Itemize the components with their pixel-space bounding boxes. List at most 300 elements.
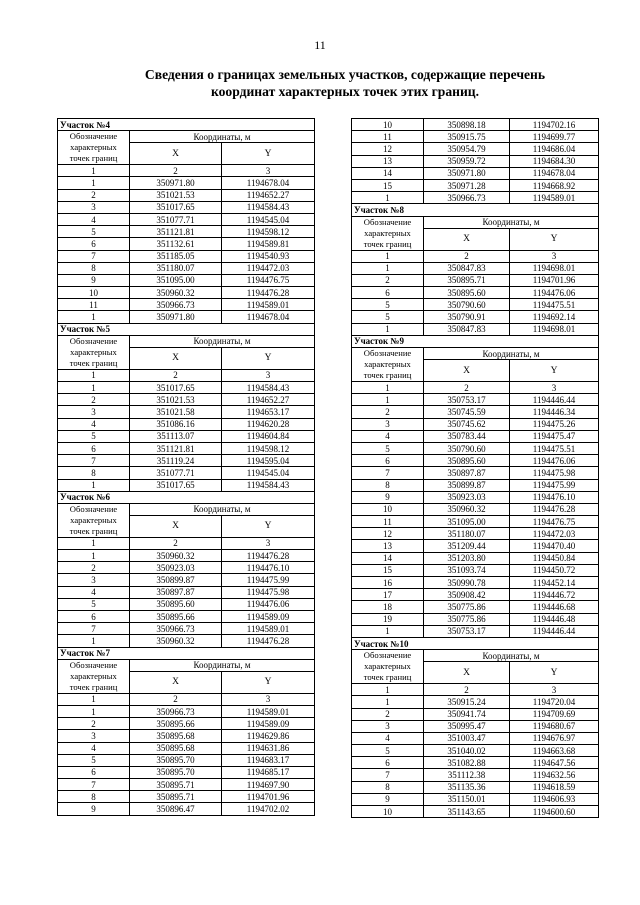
table-row	[352, 323, 599, 335]
x-coordinate: 350895.71	[130, 791, 222, 803]
y-coordinate: 1194450.84	[510, 552, 599, 564]
point-id: 13	[352, 540, 424, 552]
x-coordinate: 350790.91	[424, 311, 510, 323]
point-id: 5	[352, 311, 424, 323]
coordinates-table-right	[351, 118, 599, 818]
point-id: 6	[352, 757, 424, 769]
point-id: 2	[58, 189, 130, 201]
x-coordinate: 350895.71	[130, 779, 222, 791]
table-row	[352, 192, 599, 204]
y-coordinate: 1194698.01	[510, 262, 599, 274]
point-id: 8	[58, 262, 130, 274]
x-coordinate: 350954.79	[424, 143, 510, 155]
table-row	[58, 262, 315, 274]
y-coordinate: 1194652.27	[222, 189, 315, 201]
y-coordinate: 1194699.77	[510, 131, 599, 143]
x-coordinate: 350897.87	[424, 467, 510, 479]
table-row	[58, 550, 315, 562]
header-y: Y	[510, 228, 599, 250]
x-coordinate: 350915.24	[424, 696, 510, 708]
y-coordinate: 1194702.02	[222, 803, 315, 815]
y-coordinate: 1194446.44	[510, 394, 599, 406]
table-row	[352, 406, 599, 418]
y-coordinate: 1194475.98	[222, 586, 315, 598]
y-coordinate: 1194475.26	[510, 418, 599, 430]
x-coordinate: 350908.42	[424, 589, 510, 601]
point-id: 5	[58, 598, 130, 610]
point-id: 1	[58, 635, 130, 647]
point-id: 5	[352, 299, 424, 311]
header-row	[58, 335, 315, 347]
header-designation	[58, 335, 130, 369]
y-coordinate: 1194685.17	[222, 766, 315, 778]
table-row	[58, 226, 315, 238]
x-coordinate: 350783.44	[424, 430, 510, 442]
table-row	[58, 238, 315, 250]
y-coordinate: 1194584.43	[222, 382, 315, 394]
point-id: 7	[352, 769, 424, 781]
table-row	[352, 418, 599, 430]
header-designation-line: точек границ	[69, 525, 118, 536]
left-column	[57, 118, 314, 816]
point-id: 1	[58, 382, 130, 394]
table-row	[352, 274, 599, 286]
table-row	[58, 586, 315, 598]
y-coordinate: 1194620.28	[222, 418, 315, 430]
point-id: 1	[352, 696, 424, 708]
x-coordinate: 350990.78	[424, 577, 510, 589]
header-designation	[58, 131, 130, 165]
section-title-row	[58, 647, 315, 659]
column-number: 1	[58, 165, 130, 177]
point-id: 12	[352, 143, 424, 155]
table-row	[352, 732, 599, 744]
column-number: 3	[510, 250, 599, 262]
point-id: 11	[352, 516, 424, 528]
table-row	[58, 177, 315, 189]
y-coordinate: 1194476.75	[510, 516, 599, 528]
table-row	[58, 623, 315, 635]
table-row	[352, 430, 599, 442]
point-id: 10	[352, 503, 424, 515]
section-title-row	[58, 491, 315, 503]
column-number: 3	[222, 693, 315, 705]
point-id: 1	[58, 177, 130, 189]
point-id: 10	[352, 806, 424, 818]
x-coordinate: 350775.86	[424, 613, 510, 625]
x-coordinate: 350895.68	[130, 742, 222, 754]
table-row	[352, 491, 599, 503]
y-coordinate: 1194589.01	[222, 299, 315, 311]
point-id: 3	[58, 730, 130, 742]
table-row	[352, 720, 599, 732]
header-row	[352, 348, 599, 360]
table-row	[352, 467, 599, 479]
header-designation-line: Обозначение	[69, 131, 118, 142]
table-row	[58, 574, 315, 586]
x-coordinate: 350895.70	[130, 754, 222, 766]
point-id: 4	[58, 586, 130, 598]
y-coordinate: 1194701.96	[510, 274, 599, 286]
table-row	[352, 745, 599, 757]
header-y: Y	[510, 360, 599, 382]
header-coordinates: Координаты, м	[130, 335, 315, 347]
x-coordinate: 351077.71	[130, 213, 222, 225]
y-coordinate: 1194680.67	[510, 720, 599, 732]
header-x: X	[130, 516, 222, 538]
header-designation-line: характерных	[364, 359, 411, 369]
x-coordinate: 350915.75	[424, 131, 510, 143]
y-coordinate: 1194476.75	[222, 274, 315, 286]
point-id: 6	[352, 287, 424, 299]
column-number: 2	[424, 250, 510, 262]
y-coordinate: 1194683.17	[222, 754, 315, 766]
numbering-row	[58, 693, 315, 705]
y-coordinate: 1194452.14	[510, 577, 599, 589]
y-coordinate: 1194631.86	[222, 742, 315, 754]
table-row	[352, 155, 599, 167]
y-coordinate: 1194589.81	[222, 238, 315, 250]
x-coordinate: 350745.62	[424, 418, 510, 430]
y-coordinate: 1194698.01	[510, 323, 599, 335]
x-coordinate: 351040.02	[424, 745, 510, 757]
table-row	[352, 757, 599, 769]
numbering-row	[352, 382, 599, 394]
table-row	[352, 577, 599, 589]
table-row	[352, 781, 599, 793]
table-row	[58, 287, 315, 299]
column-number: 1	[352, 382, 424, 394]
point-id: 5	[58, 754, 130, 766]
header-designation-line: точек границ	[363, 238, 412, 249]
header-coordinates: Координаты, м	[424, 650, 599, 662]
page-number: 11	[314, 38, 326, 52]
point-id: 9	[352, 793, 424, 805]
table-row	[58, 611, 315, 623]
table-row	[352, 442, 599, 454]
table-row	[58, 189, 315, 201]
column-number: 3	[222, 369, 315, 381]
x-coordinate: 351021.53	[130, 394, 222, 406]
y-coordinate: 1194678.04	[510, 167, 599, 179]
header-designation-line: характерных	[70, 346, 117, 357]
point-id: 12	[352, 528, 424, 540]
point-id: 4	[352, 430, 424, 442]
y-coordinate: 1194686.04	[510, 143, 599, 155]
table-row	[58, 635, 315, 647]
y-coordinate: 1194604.84	[222, 430, 315, 442]
column-number: 3	[222, 165, 315, 177]
x-coordinate: 351095.00	[424, 516, 510, 528]
point-id: 7	[352, 467, 424, 479]
x-coordinate: 351017.65	[130, 479, 222, 491]
header-y: Y	[222, 143, 315, 165]
header-designation-line: точек границ	[363, 672, 412, 683]
header-y: Y	[222, 516, 315, 538]
point-id: 4	[58, 742, 130, 754]
x-coordinate: 350895.60	[130, 598, 222, 610]
numbering-row	[58, 165, 315, 177]
x-coordinate: 351203.80	[424, 552, 510, 564]
point-id: 17	[352, 589, 424, 601]
numbering-row	[58, 369, 315, 381]
x-coordinate: 350790.60	[424, 442, 510, 454]
table-row	[352, 455, 599, 467]
y-coordinate: 1194475.99	[222, 574, 315, 586]
y-coordinate: 1194476.10	[510, 491, 599, 503]
point-id: 2	[58, 394, 130, 406]
table-row	[352, 793, 599, 805]
y-coordinate: 1194545.04	[222, 213, 315, 225]
y-coordinate: 1194684.30	[510, 155, 599, 167]
table-row	[352, 262, 599, 274]
point-id: 19	[352, 613, 424, 625]
point-id: 3	[352, 418, 424, 430]
header-designation	[58, 659, 130, 693]
x-coordinate: 351082.88	[424, 757, 510, 769]
header-designation	[352, 216, 424, 250]
y-coordinate: 1194676.97	[510, 732, 599, 744]
x-coordinate: 350966.73	[424, 192, 510, 204]
point-id: 9	[58, 274, 130, 286]
y-coordinate: 1194470.40	[510, 540, 599, 552]
x-coordinate: 350899.87	[424, 479, 510, 491]
table-row	[352, 179, 599, 191]
x-coordinate: 350847.83	[424, 323, 510, 335]
y-coordinate: 1194618.59	[510, 781, 599, 793]
y-coordinate: 1194595.04	[222, 455, 315, 467]
table-row	[352, 394, 599, 406]
x-coordinate: 350775.86	[424, 601, 510, 613]
header-designation-line: точек границ	[69, 357, 118, 368]
table-row	[352, 589, 599, 601]
point-id: 9	[352, 491, 424, 503]
table-row	[352, 143, 599, 155]
x-coordinate: 350966.73	[130, 623, 222, 635]
header-row	[58, 131, 315, 143]
y-coordinate: 1194476.28	[222, 287, 315, 299]
point-id: 6	[58, 238, 130, 250]
y-coordinate: 1194472.03	[510, 528, 599, 540]
x-coordinate: 351119.24	[130, 455, 222, 467]
table-row	[58, 394, 315, 406]
point-id: 7	[58, 623, 130, 635]
y-coordinate: 1194652.27	[222, 394, 315, 406]
y-coordinate: 1194668.92	[510, 179, 599, 191]
x-coordinate: 351209.44	[424, 540, 510, 552]
table-row	[58, 562, 315, 574]
point-id: 15	[352, 179, 424, 191]
x-coordinate: 351185.05	[130, 250, 222, 262]
table-row	[352, 167, 599, 179]
header-coordinates: Координаты, м	[130, 503, 315, 515]
point-id: 1	[352, 625, 424, 637]
y-coordinate: 1194589.09	[222, 718, 315, 730]
table-row	[58, 382, 315, 394]
header-designation-line: Обозначение	[69, 503, 118, 514]
x-coordinate: 351095.00	[130, 274, 222, 286]
x-coordinate: 350971.80	[130, 177, 222, 189]
numbering-row	[58, 537, 315, 549]
header-coordinates: Координаты, м	[424, 348, 599, 360]
header-designation-line: Обозначение	[363, 650, 412, 661]
table-row	[58, 742, 315, 754]
header-row	[58, 659, 315, 671]
right-column	[351, 118, 598, 818]
y-coordinate: 1194653.17	[222, 406, 315, 418]
y-coordinate: 1194600.60	[510, 806, 599, 818]
table-row	[58, 455, 315, 467]
y-coordinate: 1194475.99	[510, 479, 599, 491]
header-designation-line: Обозначение	[69, 659, 118, 670]
section-title: Участок №8	[352, 204, 599, 216]
header-x: X	[424, 228, 510, 250]
table-row	[58, 779, 315, 791]
point-id: 1	[58, 479, 130, 491]
y-coordinate: 1194446.34	[510, 406, 599, 418]
x-coordinate: 350959.72	[424, 155, 510, 167]
x-coordinate: 350895.60	[424, 455, 510, 467]
column-number: 3	[510, 684, 599, 696]
x-coordinate: 350971.80	[424, 167, 510, 179]
x-coordinate: 350895.70	[130, 766, 222, 778]
header-x: X	[424, 662, 510, 684]
table-row	[58, 299, 315, 311]
table-row	[58, 766, 315, 778]
x-coordinate: 350745.59	[424, 406, 510, 418]
x-coordinate: 350971.80	[130, 311, 222, 323]
y-coordinate: 1194697.90	[222, 779, 315, 791]
x-coordinate: 351093.74	[424, 564, 510, 576]
header-x: X	[130, 671, 222, 693]
point-id: 4	[58, 418, 130, 430]
y-coordinate: 1194475.98	[510, 467, 599, 479]
column-number: 2	[424, 382, 510, 394]
table-row	[352, 625, 599, 637]
y-coordinate: 1194540.93	[222, 250, 315, 262]
column-number: 1	[352, 684, 424, 696]
x-coordinate: 350895.60	[424, 287, 510, 299]
x-coordinate: 351121.81	[130, 442, 222, 454]
point-id: 1	[352, 394, 424, 406]
table-row	[58, 598, 315, 610]
point-id: 11	[58, 299, 130, 311]
y-coordinate: 1194584.43	[222, 201, 315, 213]
table-row	[58, 442, 315, 454]
table-row	[352, 479, 599, 491]
point-id: 3	[58, 574, 130, 586]
section-title: Участок №4	[58, 119, 315, 131]
point-id: 6	[58, 611, 130, 623]
header-designation	[352, 650, 424, 684]
table-row	[58, 730, 315, 742]
x-coordinate: 351121.81	[130, 226, 222, 238]
x-coordinate: 351077.71	[130, 467, 222, 479]
point-id: 1	[58, 311, 130, 323]
point-id: 7	[58, 779, 130, 791]
point-id: 3	[58, 201, 130, 213]
point-id: 5	[58, 226, 130, 238]
x-coordinate: 350995.47	[424, 720, 510, 732]
y-coordinate: 1194475.51	[510, 299, 599, 311]
x-coordinate: 351150.01	[424, 793, 510, 805]
x-coordinate: 351135.36	[424, 781, 510, 793]
table-row	[352, 516, 599, 528]
x-coordinate: 351143.65	[424, 806, 510, 818]
table-row	[58, 803, 315, 815]
y-coordinate: 1194476.28	[510, 503, 599, 515]
table-row	[58, 754, 315, 766]
y-coordinate: 1194472.03	[222, 262, 315, 274]
point-id: 1	[352, 262, 424, 274]
header-designation-line: Обозначение	[69, 335, 118, 346]
table-row	[58, 791, 315, 803]
x-coordinate: 351017.65	[130, 201, 222, 213]
y-coordinate: 1194476.06	[510, 455, 599, 467]
title-line-1: Сведения о границах земельных участков, содержащие перечень	[144, 67, 546, 82]
point-id: 8	[352, 479, 424, 491]
x-coordinate: 350971.28	[424, 179, 510, 191]
x-coordinate: 350960.32	[424, 503, 510, 515]
point-id: 1	[58, 550, 130, 562]
point-id: 4	[352, 732, 424, 744]
table-row	[352, 528, 599, 540]
x-coordinate: 351086.16	[130, 418, 222, 430]
point-id: 2	[352, 406, 424, 418]
table-row	[352, 769, 599, 781]
y-coordinate: 1194476.06	[510, 287, 599, 299]
header-y: Y	[222, 671, 315, 693]
x-coordinate: 350895.66	[130, 611, 222, 623]
x-coordinate: 350923.03	[424, 491, 510, 503]
point-id: 6	[58, 442, 130, 454]
x-coordinate: 350923.03	[130, 562, 222, 574]
x-coordinate: 351021.53	[130, 189, 222, 201]
point-id: 7	[58, 455, 130, 467]
column-number: 1	[352, 250, 424, 262]
point-id: 15	[352, 564, 424, 576]
x-coordinate: 350899.87	[130, 574, 222, 586]
table-row	[352, 287, 599, 299]
header-coordinates: Координаты, м	[130, 659, 315, 671]
point-id: 2	[352, 274, 424, 286]
point-id: 18	[352, 601, 424, 613]
x-coordinate: 350790.60	[424, 299, 510, 311]
y-coordinate: 1194446.72	[510, 589, 599, 601]
y-coordinate: 1194545.04	[222, 467, 315, 479]
table-row	[58, 705, 315, 717]
point-id: 5	[58, 430, 130, 442]
header-designation-line: характерных	[70, 514, 117, 525]
point-id: 8	[352, 781, 424, 793]
column-number: 2	[130, 537, 222, 549]
y-coordinate: 1194598.12	[222, 442, 315, 454]
y-coordinate: 1194692.14	[510, 311, 599, 323]
y-coordinate: 1194632.56	[510, 769, 599, 781]
y-coordinate: 1194475.51	[510, 442, 599, 454]
point-id: 11	[352, 131, 424, 143]
y-coordinate: 1194663.68	[510, 745, 599, 757]
page-title	[110, 66, 580, 100]
point-id: 6	[352, 455, 424, 467]
header-designation-line: характерных	[364, 227, 411, 238]
header-row	[352, 216, 599, 228]
x-coordinate: 350895.68	[130, 730, 222, 742]
point-id: 10	[352, 119, 424, 131]
x-coordinate: 351017.65	[130, 382, 222, 394]
table-row	[58, 406, 315, 418]
point-id: 5	[352, 745, 424, 757]
